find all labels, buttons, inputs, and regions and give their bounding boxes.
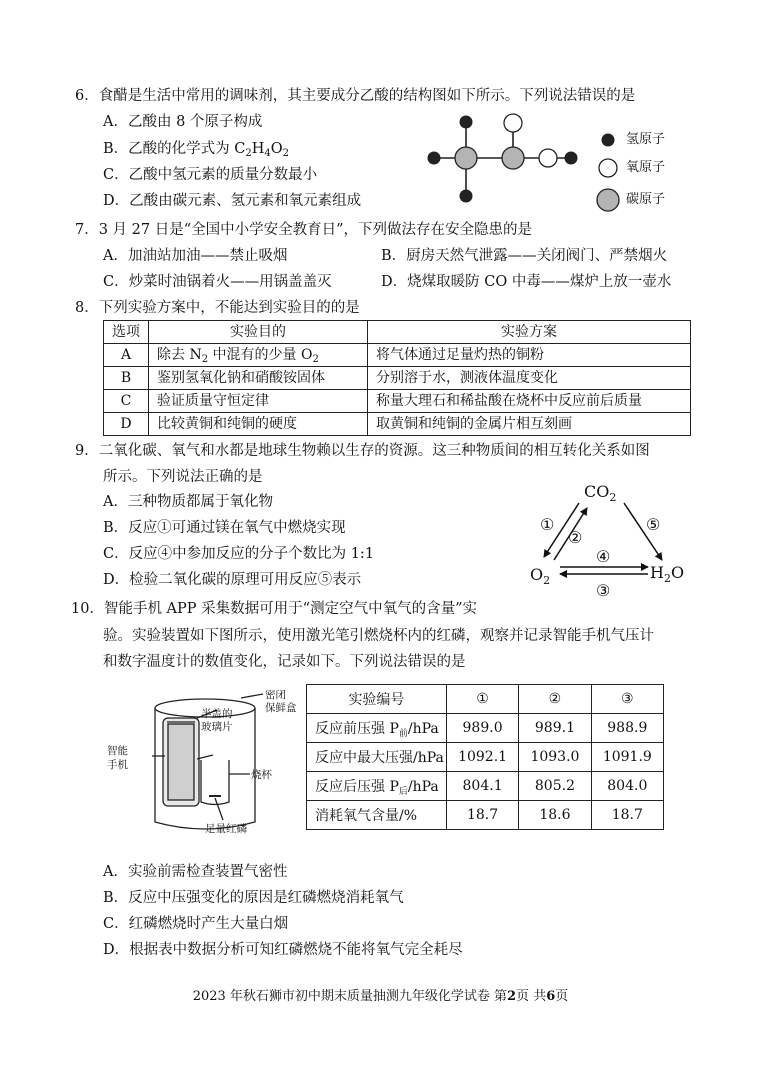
q7-option-a: A．加油站加油——禁止吸烟: [103, 248, 288, 264]
table-cell: 1091.9: [591, 743, 663, 772]
label-beaker: 烧杯: [251, 769, 272, 781]
hydrogen-atom: [565, 152, 578, 165]
table-cell: 消耗氧气含量/%: [307, 801, 447, 830]
q6-option-b: B．乙酸的化学式为 $C_2H_4O_2$: [103, 141, 290, 159]
table-cell: 1092.1: [446, 743, 518, 772]
table-cell: 称量大理石和稀盐酸在烧杯中反应前后质量: [368, 390, 691, 413]
label-sealed-box-line2: 保鲜盒: [265, 702, 297, 714]
label-glass-line2: 玻璃片: [201, 721, 233, 733]
table-header: 实验编号: [307, 685, 447, 714]
co2-label: CO: [584, 482, 610, 501]
atom-legend-symbols: [596, 128, 624, 214]
q10-option-a: A．实验前需检查装置气密性: [103, 864, 288, 880]
reaction-3-label: ③: [596, 581, 611, 600]
legend-carbon: 碳原子: [626, 192, 666, 207]
table-row: [307, 801, 664, 830]
table-cell: 18.7: [446, 801, 518, 830]
hydrogen-legend-icon: [602, 134, 615, 147]
table-row: [307, 714, 664, 743]
table-row: [104, 344, 691, 367]
table-cell: 18.6: [519, 801, 591, 830]
table-cell: 1093.0: [519, 743, 591, 772]
q10-option-d: D．根据表中数据分析可知红磷燃烧不能将氧气完全耗尽: [103, 942, 463, 958]
table-cell: A: [104, 344, 149, 367]
table-cell: 取黄铜和纯铜的金属片相互刻画: [368, 413, 691, 436]
table-cell: 804.1: [446, 772, 518, 801]
hydrogen-atom: [460, 116, 473, 129]
q9-option-d: D．检验二氧化碳的原理可用反应⑤表示: [103, 572, 362, 588]
acetic-acid-molecule-diagram: [420, 108, 600, 218]
q8-stem: 8．下列实验方案中，不能达到实验目的的是: [75, 300, 360, 316]
carbon-atom: [455, 147, 477, 169]
reaction-2-label: ②: [568, 528, 583, 547]
label-sealed-box-line1: 密闭: [265, 690, 286, 701]
page-total: 6: [546, 989, 556, 1004]
table-cell: 除去 $N_2$ 中混有的少量 $O_2$: [149, 344, 368, 367]
svg-text:O2: $O_2$: [530, 565, 551, 587]
table-header: 选项: [104, 321, 149, 344]
legend-hydrogen: 氢原子: [626, 132, 666, 147]
oxygen-atom: [504, 114, 522, 132]
table-row: [104, 413, 691, 436]
table-cell: 反应前压强 $P_前$/hPa: [307, 714, 447, 743]
reaction-4-label: ④: [596, 547, 611, 566]
hydrogen-atom: [460, 190, 473, 203]
table-header: 实验目的: [149, 321, 368, 344]
table-cell: 比较黄铜和纯铜的硬度: [149, 413, 368, 436]
table-cell: 将气体通过足量灼热的铜粉: [368, 344, 691, 367]
svg-text:H2O: $H_2O$: [650, 563, 685, 585]
carbon-legend-icon: [597, 189, 619, 211]
table-cell: C: [104, 390, 149, 413]
q6-option-c: C．乙酸中氢元素的质量分数最小: [103, 167, 318, 183]
table-row: [307, 743, 664, 772]
carbon-atom: [502, 147, 524, 169]
label-glass-line1: 半盖的: [201, 708, 233, 720]
table-header: 实验方案: [368, 321, 691, 344]
q7-option-d: D．烧煤取暖防 CO 中毒——煤炉上放一壶水: [381, 274, 672, 290]
reaction-5-label: ⑤: [646, 515, 661, 534]
q10-stem-line1: 10．智能手机 APP 采集数据可用于“测定空气中氧气的含量”实: [71, 601, 477, 617]
q10-stem-line2: 验。实验装置如下图所示，使用激光笔引燃烧杯内的红磷，观察并记录智能手机气压计: [103, 628, 654, 644]
table-cell: 988.9: [591, 714, 663, 743]
table-header-row: [307, 685, 664, 714]
table-header: ②: [519, 685, 591, 714]
table-cell: 分别溶于水，测液体温度变化: [368, 367, 691, 390]
q8-table: [103, 320, 691, 436]
q6-option-d: D．乙酸由碳元素、氢元素和氧元素组成: [103, 193, 362, 209]
q10-stem-line3: 和数字温度计的数值变化，记录如下。下列说法错误的是: [103, 654, 466, 670]
q10-option-c: C．红磷燃烧时产生大量白烟: [103, 916, 289, 932]
q6-stem: 6．食醋是生活中常用的调味剂，其主要成分乙酸的结构图如下所示。下列说法错误的是: [75, 88, 636, 104]
page-footer: 2023 年秋石狮市初中期末质量抽测九年级化学试卷 第2页 共6页: [192, 989, 569, 1004]
table-cell: 鉴别氢氧化钠和硝酸铵固体: [149, 367, 368, 390]
legend-oxygen: 氧原子: [626, 160, 666, 175]
table-header: ①: [446, 685, 518, 714]
q9-option-c: C．反应④中参加反应的分子个数比为 1:1: [103, 546, 375, 562]
q10-option-b: B．反应中压强变化的原因是红磷燃烧消耗氧气: [103, 890, 404, 906]
table-row: [307, 772, 664, 801]
h2o-label: H: [650, 563, 664, 582]
table-cell: D: [104, 413, 149, 436]
table-cell: 805.2: [519, 772, 591, 801]
q6-option-a: A．乙酸由 8 个原子构成: [103, 114, 263, 130]
q9-stem-line1: 9．二氧化碳、氧气和水都是地球生物赖以生存的资源。这三种物质间的相互转化关系如图: [75, 443, 650, 459]
table-cell: 验证质量守恒定律: [149, 390, 368, 413]
label-phone-line1: 智能: [107, 745, 128, 757]
q9-option-a: A．三种物质都属于氧化物: [103, 494, 273, 510]
q9-option-b: B．反应①可通过镁在氧气中燃烧实现: [103, 520, 346, 536]
q7-option-b: B．厨房天然气泄露——关闭阀门、严禁烟火: [381, 248, 668, 264]
table-cell: B: [104, 367, 149, 390]
table-cell: 804.0: [591, 772, 663, 801]
reaction-1-label: ①: [540, 515, 555, 534]
page-number: 2: [507, 989, 517, 1004]
table-cell: 989.0: [446, 714, 518, 743]
conversion-cycle-diagram: [520, 476, 700, 602]
svg-text:CO2: $CO_2$: [584, 482, 617, 504]
table-cell: 18.7: [591, 801, 663, 830]
table-cell: 反应后压强 $P_后$/hPa: [307, 772, 447, 801]
label-phone-line2: 手机: [107, 759, 128, 771]
label-red-phosphorus: 足量红磷: [205, 823, 247, 835]
table-header-row: [104, 321, 691, 344]
table-header: ③: [591, 685, 663, 714]
q10-data-table: [306, 684, 664, 830]
hydrogen-atom: [428, 152, 441, 165]
q9-stem-line2: 所示。下列说法正确的是: [103, 469, 263, 485]
oxygen-legend-icon: [599, 159, 617, 177]
experiment-apparatus-figure: [105, 690, 305, 840]
q7-stem: 7．3 月 27 日是“全国中小学安全教育日”，下列做法存在安全隐患的是: [75, 222, 533, 238]
table-cell: 反应中最大压强/hPa: [307, 743, 447, 772]
table-row: [104, 390, 691, 413]
table-cell: 989.1: [519, 714, 591, 743]
q7-option-c: C．炒菜时油锅着火——用锅盖盖灭: [103, 274, 332, 290]
table-row: [104, 367, 691, 390]
o2-label: O: [530, 565, 544, 584]
oxygen-atom: [539, 149, 557, 167]
